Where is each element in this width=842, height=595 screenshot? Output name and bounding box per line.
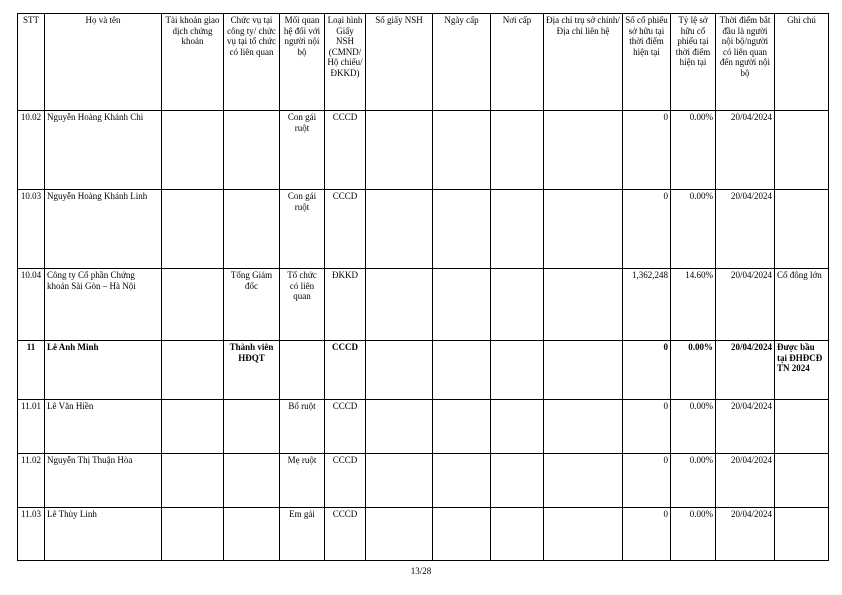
cell-name: Lê Anh Minh <box>45 341 162 400</box>
cell-position: Thành viên HĐQT <box>224 341 280 400</box>
cell-start: 20/04/2024 <box>716 508 775 561</box>
cell-ratio: 0.00% <box>671 400 716 454</box>
cell-issue-date <box>433 508 491 561</box>
header-start: Thời điểm bắt đầu là người nội bộ/người có liên quan đến người nội bộ <box>716 14 775 111</box>
cell-note <box>775 508 829 561</box>
header-ratio: Tỷ lệ sở hữu cổ phiếu tại thời điểm hiện tại <box>671 14 716 111</box>
cell-issue-date <box>433 269 491 341</box>
related-persons-table <box>17 13 829 561</box>
cell-issue-place <box>491 400 544 454</box>
cell-stt: 10.04 <box>18 269 45 341</box>
cell-ratio: 0.00% <box>671 454 716 508</box>
cell-doc-no <box>366 454 433 508</box>
cell-start: 20/04/2024 <box>716 341 775 400</box>
cell-issue-date <box>433 400 491 454</box>
cell-stt: 10.03 <box>18 190 45 269</box>
cell-note <box>775 111 829 190</box>
cell-stt: 11.03 <box>18 508 45 561</box>
cell-start: 20/04/2024 <box>716 400 775 454</box>
cell-issue-place <box>491 269 544 341</box>
cell-shares: 0 <box>623 111 671 190</box>
cell-issue-date <box>433 454 491 508</box>
cell-relation <box>280 341 325 400</box>
header-position: Chức vụ tại công ty/ chức vụ tại tổ chức có liên quan <box>224 14 280 111</box>
cell-issue-place <box>491 190 544 269</box>
cell-start: 20/04/2024 <box>716 454 775 508</box>
header-issue-date: Ngày cấp <box>433 14 491 111</box>
cell-doc-type: CCCD <box>325 454 366 508</box>
table-row <box>18 190 829 269</box>
cell-relation: Em gái <box>280 508 325 561</box>
cell-relation: Mẹ ruột <box>280 454 325 508</box>
cell-ratio: 14.60% <box>671 269 716 341</box>
cell-shares: 0 <box>623 341 671 400</box>
cell-address <box>544 269 623 341</box>
table-row <box>18 454 829 508</box>
page-number: 13/28 <box>410 566 432 576</box>
cell-position <box>224 400 280 454</box>
cell-start: 20/04/2024 <box>716 111 775 190</box>
header-issue-place: Nơi cấp <box>491 14 544 111</box>
cell-name: Lê Văn Hiền <box>45 400 162 454</box>
cell-shares: 0 <box>623 400 671 454</box>
cell-note: Cổ đông lớn <box>775 269 829 341</box>
cell-position <box>224 454 280 508</box>
cell-shares: 0 <box>623 508 671 561</box>
cell-doc-no <box>366 341 433 400</box>
cell-account <box>162 508 224 561</box>
cell-issue-date <box>433 190 491 269</box>
cell-issue-date <box>433 111 491 190</box>
cell-note <box>775 400 829 454</box>
cell-relation: Bố ruột <box>280 400 325 454</box>
header-doc-type: Loại hình Giấy NSH (CMND/ Hộ chiếu/ ĐKKD) <box>325 14 366 111</box>
cell-name: Nguyễn Hoàng Khánh Chi <box>45 111 162 190</box>
table-row <box>18 269 829 341</box>
table-row <box>18 400 829 454</box>
header-shares: Số cổ phiếu sở hữu tại thời điểm hiện tại <box>623 14 671 111</box>
cell-account <box>162 341 224 400</box>
cell-relation: Con gái ruột <box>280 190 325 269</box>
cell-address <box>544 508 623 561</box>
cell-issue-place <box>491 454 544 508</box>
cell-position <box>224 190 280 269</box>
cell-stt: 11.01 <box>18 400 45 454</box>
cell-stt: 10.02 <box>18 111 45 190</box>
cell-address <box>544 400 623 454</box>
cell-issue-place <box>491 341 544 400</box>
cell-position <box>224 508 280 561</box>
header-note: Ghi chú <box>775 14 829 111</box>
cell-position <box>224 111 280 190</box>
cell-start: 20/04/2024 <box>716 190 775 269</box>
cell-note <box>775 190 829 269</box>
cell-doc-no <box>366 190 433 269</box>
cell-doc-no <box>366 508 433 561</box>
cell-ratio: 0.00% <box>671 111 716 190</box>
cell-doc-no <box>366 400 433 454</box>
cell-account <box>162 454 224 508</box>
cell-doc-type: CCCD <box>325 508 366 561</box>
cell-doc-type: CCCD <box>325 341 366 400</box>
cell-note <box>775 454 829 508</box>
cell-stt: 11.02 <box>18 454 45 508</box>
table-row <box>18 111 829 190</box>
header-account: Tài khoản giao dịch chứng khoán <box>162 14 224 111</box>
cell-stt: 11 <box>18 341 45 400</box>
header-address: Địa chỉ trụ sở chính/Địa chỉ liên hệ <box>544 14 623 111</box>
cell-address <box>544 341 623 400</box>
cell-doc-type: ĐKKD <box>325 269 366 341</box>
cell-start: 20/04/2024 <box>716 269 775 341</box>
cell-issue-place <box>491 111 544 190</box>
cell-name: Công ty Cổ phần Chứng khoán Sài Gòn – Hà Nội <box>45 269 162 341</box>
cell-ratio: 0.00% <box>671 341 716 400</box>
cell-doc-no <box>366 269 433 341</box>
cell-shares: 1,362,248 <box>623 269 671 341</box>
cell-name: Nguyễn Thị Thuận Hòa <box>45 454 162 508</box>
cell-address <box>544 190 623 269</box>
header-stt: STT <box>18 14 45 111</box>
header-doc-no: Số giấy NSH <box>366 14 433 111</box>
header-name: Họ và tên <box>45 14 162 111</box>
cell-relation: Con gái ruột <box>280 111 325 190</box>
cell-account <box>162 400 224 454</box>
cell-address <box>544 454 623 508</box>
cell-doc-type: CCCD <box>325 190 366 269</box>
header-relation: Mối quan hệ đối với người nội bộ <box>280 14 325 111</box>
table-row <box>18 341 829 400</box>
cell-shares: 0 <box>623 454 671 508</box>
cell-issue-date <box>433 341 491 400</box>
cell-note: Được bầu tại ĐHĐCĐ TN 2024 <box>775 341 829 400</box>
cell-account <box>162 190 224 269</box>
cell-doc-type: CCCD <box>325 400 366 454</box>
cell-ratio: 0.00% <box>671 508 716 561</box>
cell-ratio: 0.00% <box>671 190 716 269</box>
cell-doc-type: CCCD <box>325 111 366 190</box>
cell-position: Tổng Giám đốc <box>224 269 280 341</box>
cell-issue-place <box>491 508 544 561</box>
cell-account <box>162 269 224 341</box>
cell-doc-no <box>366 111 433 190</box>
cell-name: Lê Thùy Linh <box>45 508 162 561</box>
cell-shares: 0 <box>623 190 671 269</box>
cell-name: Nguyễn Hoàng Khánh Linh <box>45 190 162 269</box>
cell-address <box>544 111 623 190</box>
header-row <box>18 14 829 111</box>
cell-relation: Tổ chức có liên quan <box>280 269 325 341</box>
table-row <box>18 508 829 561</box>
cell-account <box>162 111 224 190</box>
